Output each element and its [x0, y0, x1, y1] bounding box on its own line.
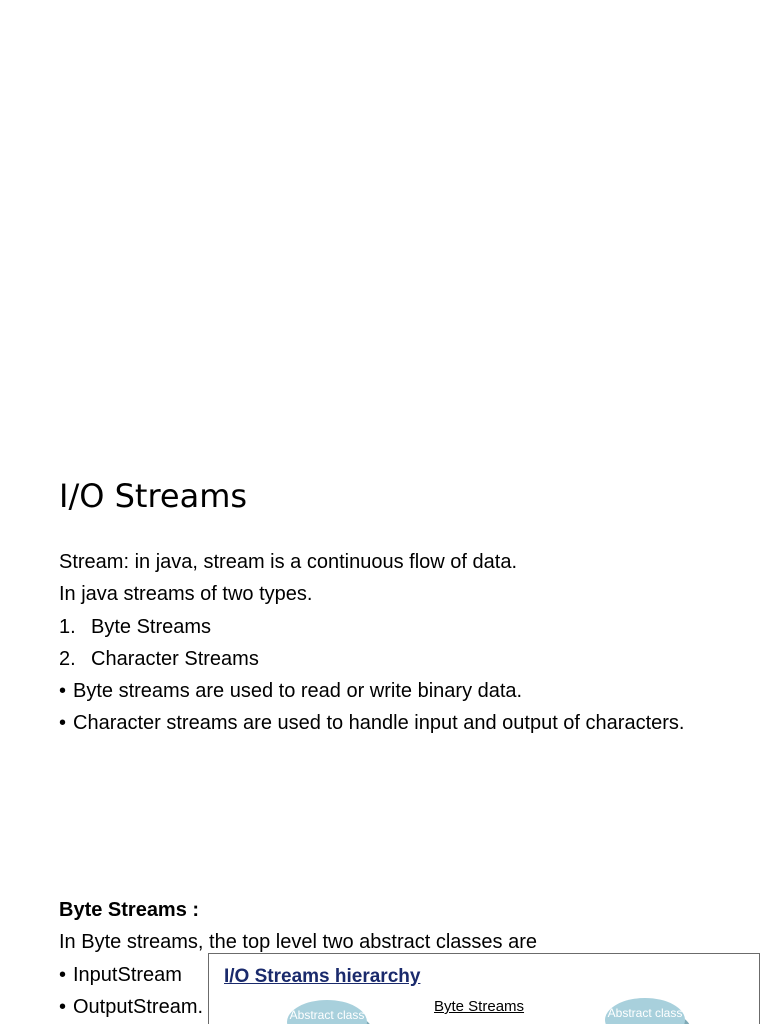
bullet-item [59, 707, 739, 739]
page-title: I/O Streams [59, 477, 248, 515]
item-number: 2. [59, 647, 76, 670]
numbered-item [59, 643, 739, 675]
section-text: In Byte streams, the top level two abstract classes are [59, 931, 537, 954]
figure-subtitle: Byte Streams [434, 998, 525, 1015]
types-line: In java streams of two types. [59, 583, 313, 606]
numbered-item [59, 611, 739, 643]
bullet-text: Character streams are used to handle input and output of characters. [73, 712, 685, 735]
figure-title: I/O Streams hierarchy [224, 966, 421, 987]
hierarchy-figure [208, 953, 760, 1024]
bullet-icon: • [59, 680, 67, 703]
section-heading: Byte Streams : [59, 899, 200, 921]
item-text: Character Streams [91, 647, 259, 670]
item-text: Byte Streams [91, 615, 212, 638]
bullet-icon: • [59, 995, 67, 1018]
bullet-icon: • [59, 963, 67, 986]
bullet-text: Byte streams are used to read or write binary data. [73, 680, 523, 703]
bullet-item [59, 675, 739, 707]
abstract-class-node-right: Abstract class [605, 998, 685, 1024]
item-number: 1. [59, 615, 76, 638]
intro-block [59, 546, 739, 740]
bullet-text: OutputStream. [73, 995, 204, 1018]
bullet-icon: • [59, 712, 67, 735]
definition-line: Stream: in java, stream is a continuous flow of data. [59, 551, 517, 573]
bullet-text: InputStream [73, 963, 182, 986]
abstract-class-node-left: Abstract class [287, 1000, 367, 1024]
